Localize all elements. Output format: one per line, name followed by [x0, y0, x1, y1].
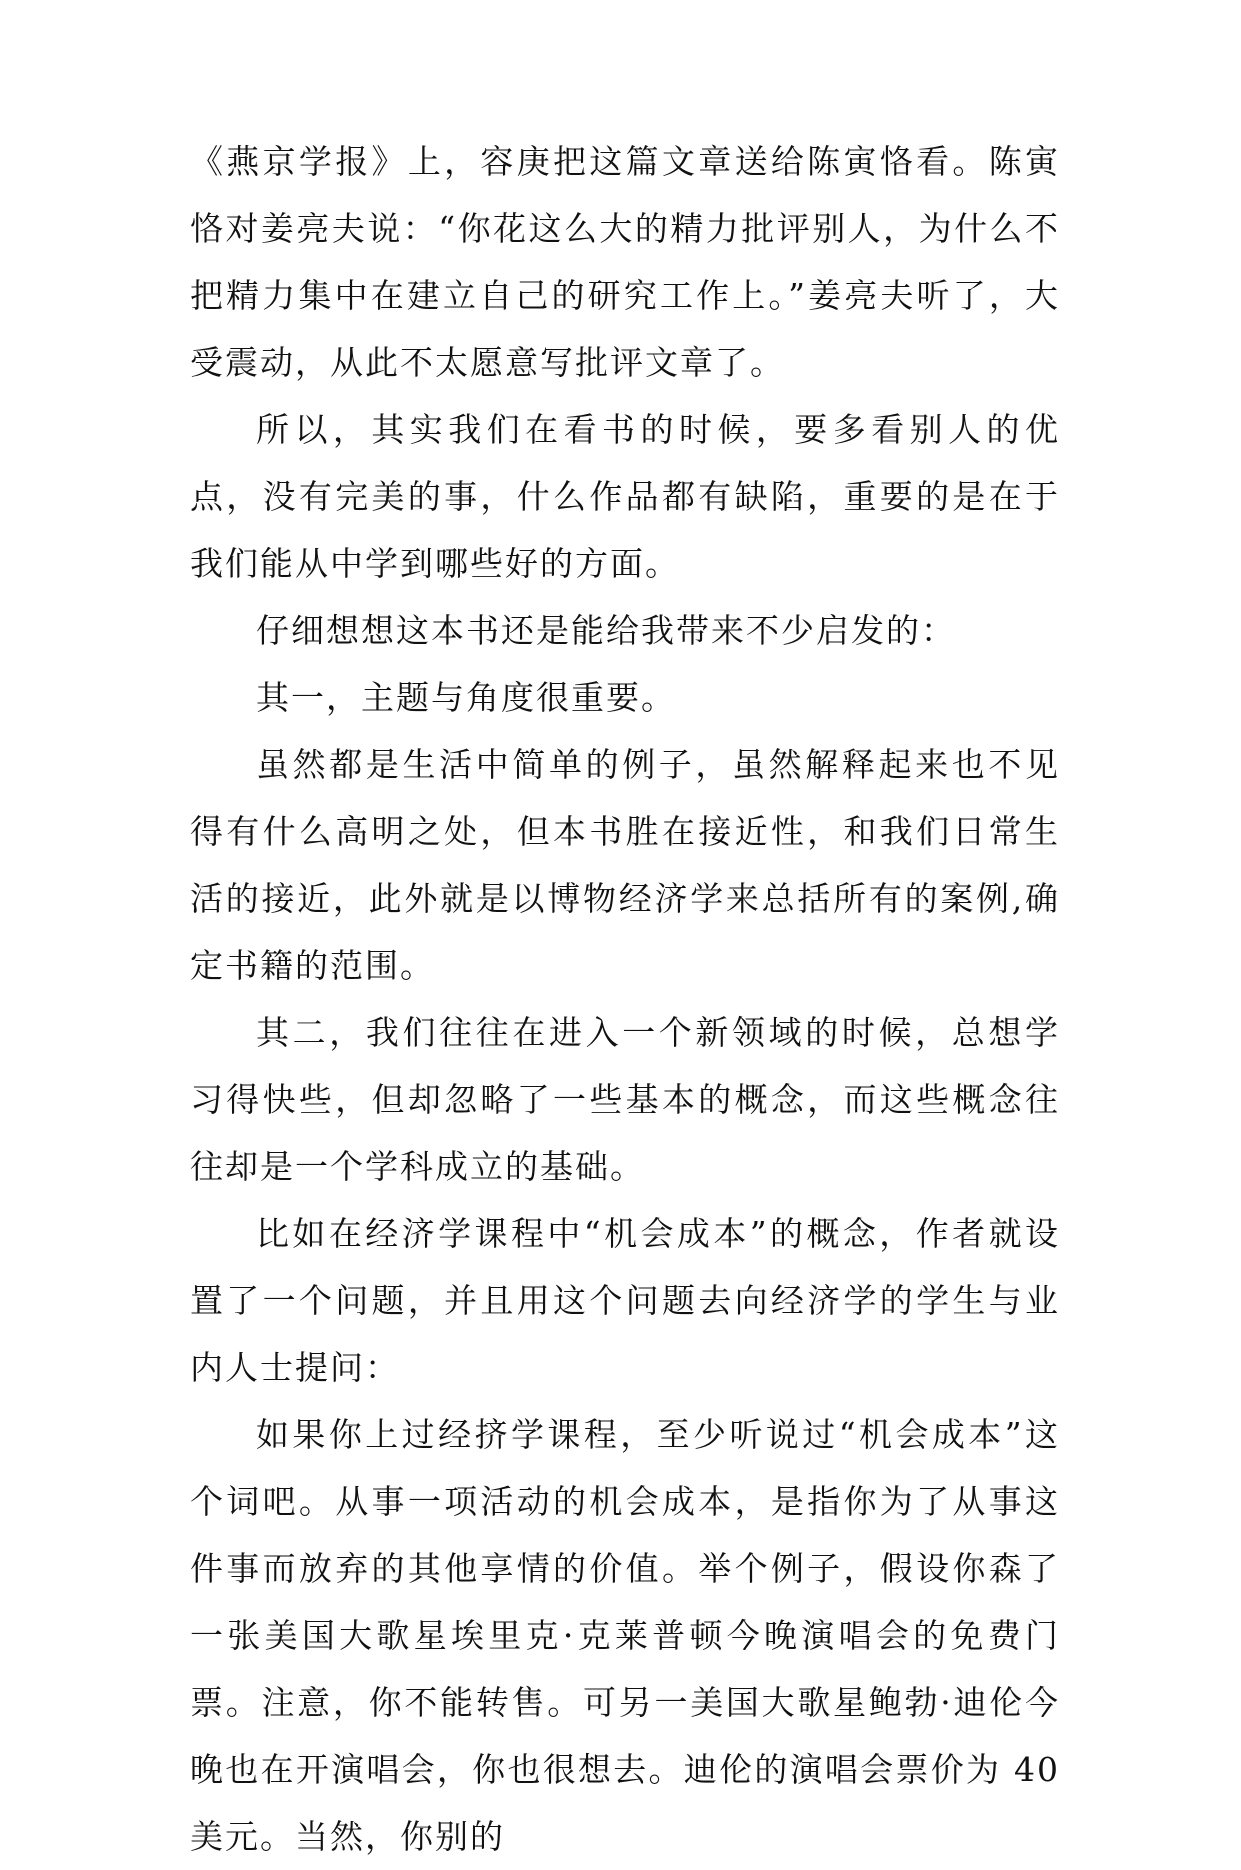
paragraph-4: 其一，主题与角度很重要。: [256, 678, 676, 717]
paragraph-8: 如果你上过经挤学课程，至少听说过“机会成本”这个词吧。从事一项活动的机会成本，是指你为了从事这件事而放弃的其他享情的价值。举个例子，假设你森了一张美国大歌星埃里克·克莱普顿今晚演唱会的免费门票。注意，你不能转售。可另一美国大歌星鲍勃·迪伦今晚也在开演唱会，你也很想去。迪伦的演唱会票价为 40 美元。当然，你别的: [190, 1415, 1060, 1856]
body-text: [190, 128, 1060, 1870]
paragraph-7: 比如在经济学课程中“机会成本”的概念，作者就设置了一个问题，并且用这个问题去向经济学的学生与业内人士提问：: [190, 1214, 1060, 1387]
paragraph-5: 虽然都是生活中简单的例子，虽然解释起来也不见得有什么高明之处，但本书胜在接近性，和我们日常生活的接近，此外就是以博物经济学来总括所有的案例,确定书籍的范围。: [190, 745, 1060, 985]
paragraph-3: 仔细想想这本书还是能给我带来不少启发的：: [256, 611, 956, 650]
paragraph-1: 《燕京学报》上，容庚把这篇文章送给陈寅恪看。陈寅恪对姜亮夫说：“你花这么大的精力批评别人，为什么不把精力集中在建立自己的研究工作上。”姜亮夫听了，大受震动，从此不太愿意写批评文章了。: [190, 142, 1060, 382]
paragraph-2: 所以，其实我们在看书的时候，要多看别人的优点，没有完美的事，什么作品都有缺陷，重要的是在于我们能从中学到哪些好的方面。: [190, 410, 1060, 583]
paragraph-6: 其二，我们往往在进入一个新领域的时候，总想学习得快些，但却忽略了一些基本的概念，而这些概念往往却是一个学科成立的基础。: [190, 1013, 1060, 1186]
